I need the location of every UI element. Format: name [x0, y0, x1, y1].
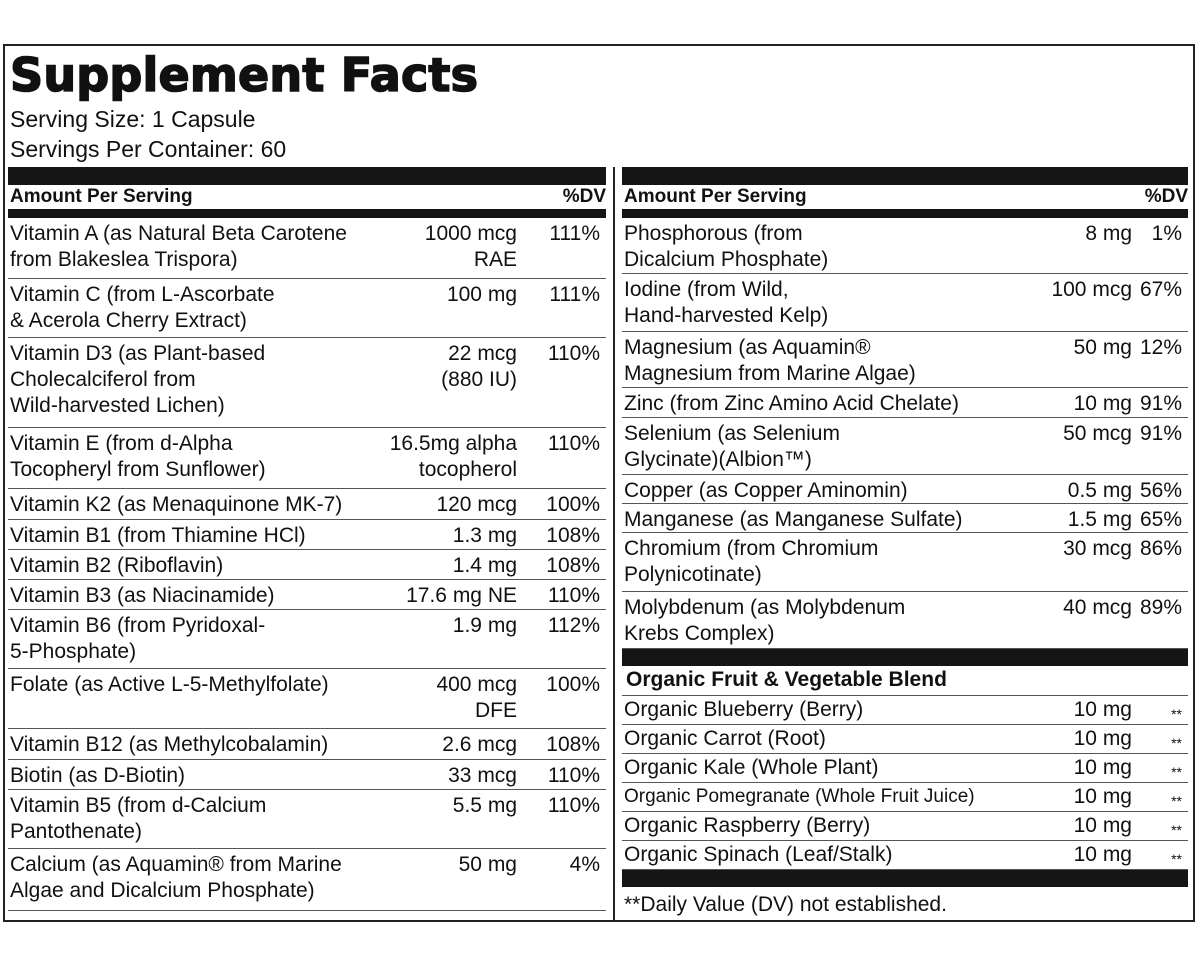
nutrient-dv: **: [1171, 706, 1182, 722]
nutrient-amount: 10 mg: [1073, 392, 1132, 415]
nutrient-dv: **: [1171, 793, 1182, 809]
nutrient-dv: 91%: [1139, 392, 1182, 415]
table-row: [622, 754, 1188, 783]
table-row: [622, 475, 1188, 504]
nutrient-amount: 1.9 mg: [452, 614, 517, 637]
nutrient-amount: 1.5 mg: [1067, 508, 1132, 531]
table-row: [622, 274, 1188, 332]
nutrient-amount: 100 mcg: [1051, 278, 1132, 301]
dv-header: %DV: [562, 186, 606, 207]
thick-rule: [622, 167, 1188, 185]
table-row: [622, 218, 1188, 274]
table-row: [8, 489, 606, 520]
nutrient-amount: 10 mg: [1073, 785, 1132, 808]
nutrient-name: Folate (as Active L-5-Methylfolate): [10, 673, 329, 696]
nutrient-name: Calcium (as Aquamin® from Marine Algae and Dicalcium Phosphate): [10, 853, 342, 902]
nutrient-amount: 120 mcg: [436, 493, 517, 516]
nutrient-name: Organic Blueberry (Berry): [624, 698, 864, 721]
nutrient-name: Vitamin D3 (as Plant-based Cholecalciferol from Wild-harvested Lichen): [10, 342, 266, 417]
left-nutrient-list: [8, 218, 606, 911]
nutrient-amount: 16.5mg alpha tocopherol: [389, 432, 517, 481]
table-row: [622, 332, 1188, 388]
nutrient-dv: 65%: [1139, 508, 1182, 531]
nutrient-dv: 1%: [1151, 222, 1182, 245]
nutrient-amount: 10 mg: [1073, 756, 1132, 779]
nutrient-amount: 2.6 mcg: [442, 733, 517, 756]
nutrient-amount: 50 mcg: [1063, 422, 1132, 445]
nutrient-amount: 400 mcg DFE: [436, 673, 517, 722]
nutrient-dv: 108%: [546, 524, 600, 547]
nutrient-amount: 33 mcg: [448, 764, 517, 787]
nutrient-amount: 5.5 mg: [452, 794, 517, 817]
nutrient-name: Phosphorous (from Dicalcium Phosphate): [624, 222, 829, 271]
medium-rule: [622, 209, 1188, 218]
nutrient-amount: 50 mg: [458, 853, 517, 876]
nutrient-dv: **: [1171, 822, 1182, 838]
nutrient-dv: **: [1171, 851, 1182, 867]
table-row: [8, 849, 606, 911]
nutrient-name: Vitamin B5 (from d-Calcium Pantothenate): [10, 794, 267, 843]
nutrient-name: Vitamin B1 (from Thiamine HCl): [10, 524, 306, 547]
nutrient-dv: 108%: [546, 554, 600, 577]
table-row: [8, 338, 606, 428]
nutrient-dv: **: [1171, 764, 1182, 780]
nutrient-name: Organic Kale (Whole Plant): [624, 756, 879, 779]
nutrient-name: Biotin (as D-Biotin): [10, 764, 186, 787]
table-row: [8, 550, 606, 580]
nutrient-dv: 110%: [547, 342, 600, 365]
serving-size: Serving Size: 1 Capsule: [10, 106, 256, 132]
nutrient-dv: 91%: [1139, 422, 1182, 445]
nutrient-name: Chromium (from Chromium Polynicotinate): [624, 537, 879, 586]
nutrient-name: Organic Carrot (Root): [624, 727, 826, 750]
table-header: [8, 185, 606, 209]
medium-rule: [8, 209, 606, 218]
nutrient-name: Iodine (from Wild, Hand-harvested Kelp): [624, 278, 829, 327]
nutrient-name: Organic Raspberry (Berry): [624, 814, 871, 837]
nutrient-dv: 86%: [1139, 537, 1182, 560]
table-row: [8, 760, 606, 790]
nutrient-name: Organic Pomegranate (Whole Fruit Juice): [624, 786, 975, 807]
table-row: [8, 729, 606, 760]
nutrient-dv: 111%: [549, 283, 600, 306]
footnote: **Daily Value (DV) not established.: [624, 893, 947, 916]
nutrient-name: Vitamin B6 (from Pyridoxal- 5-Phosphate): [10, 614, 266, 663]
nutrient-dv: 110%: [547, 432, 600, 455]
left-column: [8, 167, 606, 911]
nutrient-dv: **: [1171, 735, 1182, 751]
nutrient-amount: 22 mcg (880 IU): [441, 342, 517, 391]
table-row: [622, 592, 1188, 649]
nutrient-name: Vitamin K2 (as Menaquinone MK-7): [10, 493, 343, 516]
page-title: Supplement Facts: [10, 48, 479, 102]
nutrient-name: Zinc (from Zinc Amino Acid Chelate): [624, 392, 959, 415]
nutrient-dv: 89%: [1139, 596, 1182, 619]
nutrient-amount: 1.3 mg: [452, 524, 517, 547]
blend-title: Organic Fruit & Vegetable Blend: [622, 666, 1188, 696]
nutrient-name: Manganese (as Manganese Sulfate): [624, 508, 963, 531]
table-row: [622, 696, 1188, 725]
nutrient-dv: 110%: [547, 794, 600, 817]
nutrient-dv: 110%: [547, 764, 600, 787]
column-divider: [613, 167, 615, 922]
table-row: [8, 790, 606, 849]
table-row: [8, 610, 606, 669]
nutrient-dv: 110%: [547, 584, 600, 607]
table-row: [622, 418, 1188, 475]
nutrient-amount: 10 mg: [1073, 843, 1132, 866]
table-row: [622, 504, 1188, 533]
nutrient-amount: 1.4 mg: [452, 554, 517, 577]
thick-rule: [622, 870, 1188, 887]
table-row: [8, 218, 606, 279]
nutrient-name: Molybdenum (as Molybdenum Krebs Complex): [624, 596, 906, 645]
table-row: [8, 580, 606, 610]
table-row: [8, 428, 606, 489]
nutrient-dv: 111%: [549, 222, 600, 245]
amount-header: Amount Per Serving: [10, 186, 193, 207]
nutrient-amount: 8 mg: [1085, 222, 1132, 245]
nutrient-name: Organic Spinach (Leaf/Stalk): [624, 843, 893, 866]
thick-rule: [8, 167, 606, 185]
right-nutrient-list: [622, 218, 1188, 649]
nutrient-amount: 10 mg: [1073, 727, 1132, 750]
table-row: [622, 388, 1188, 418]
nutrient-amount: 17.6 mg NE: [406, 584, 517, 607]
table-row: [8, 669, 606, 729]
nutrient-name: Selenium (as Selenium Glycinate)(Albion™): [624, 422, 840, 471]
nutrient-name: Vitamin B2 (Riboflavin): [10, 554, 224, 577]
nutrient-amount: 30 mcg: [1063, 537, 1132, 560]
nutrient-name: Magnesium (as Aquamin® Magnesium from Marine Algae): [624, 336, 916, 385]
nutrient-dv: 67%: [1139, 278, 1182, 301]
nutrient-name: Vitamin B3 (as Niacinamide): [10, 584, 275, 607]
nutrient-amount: 1000 mcg RAE: [424, 222, 517, 271]
table-row: [622, 533, 1188, 592]
nutrient-dv: 4%: [569, 853, 600, 876]
dv-header: %DV: [1144, 186, 1188, 207]
nutrient-dv: 108%: [546, 733, 600, 756]
nutrient-amount: 0.5 mg: [1067, 479, 1132, 502]
nutrient-dv: 112%: [547, 614, 600, 637]
blend-list: [622, 696, 1188, 870]
amount-header: Amount Per Serving: [624, 186, 807, 207]
table-row: [8, 520, 606, 550]
nutrient-dv: 56%: [1139, 479, 1182, 502]
nutrient-amount: 10 mg: [1073, 698, 1132, 721]
servings-per-container: Servings Per Container: 60: [10, 136, 287, 162]
right-column: [622, 167, 1188, 919]
table-row: [622, 783, 1188, 812]
thick-rule: [622, 649, 1188, 666]
nutrient-amount: 40 mcg: [1063, 596, 1132, 619]
nutrient-name: Vitamin B12 (as Methylcobalamin): [10, 733, 329, 756]
table-row: [622, 725, 1188, 754]
table-header: [622, 185, 1188, 209]
nutrient-amount: 100 mg: [446, 283, 517, 306]
nutrient-name: Vitamin A (as Natural Beta Carotene from Blakeslea Trispora): [10, 222, 347, 271]
table-row: [622, 841, 1188, 870]
nutrient-name: Copper (as Copper Aminomin): [624, 479, 908, 502]
nutrient-amount: 10 mg: [1073, 814, 1132, 837]
nutrient-dv: 12%: [1139, 336, 1182, 359]
nutrient-name: Vitamin C (from L-Ascorbate & Acerola Cherry Extract): [10, 283, 275, 332]
nutrient-dv: 100%: [546, 673, 600, 696]
nutrient-dv: 100%: [546, 493, 600, 516]
table-row: [622, 812, 1188, 841]
nutrient-name: Vitamin E (from d-Alpha Tocopheryl from Sunflower): [10, 432, 266, 481]
table-row: [8, 279, 606, 338]
nutrient-amount: 50 mg: [1073, 336, 1132, 359]
